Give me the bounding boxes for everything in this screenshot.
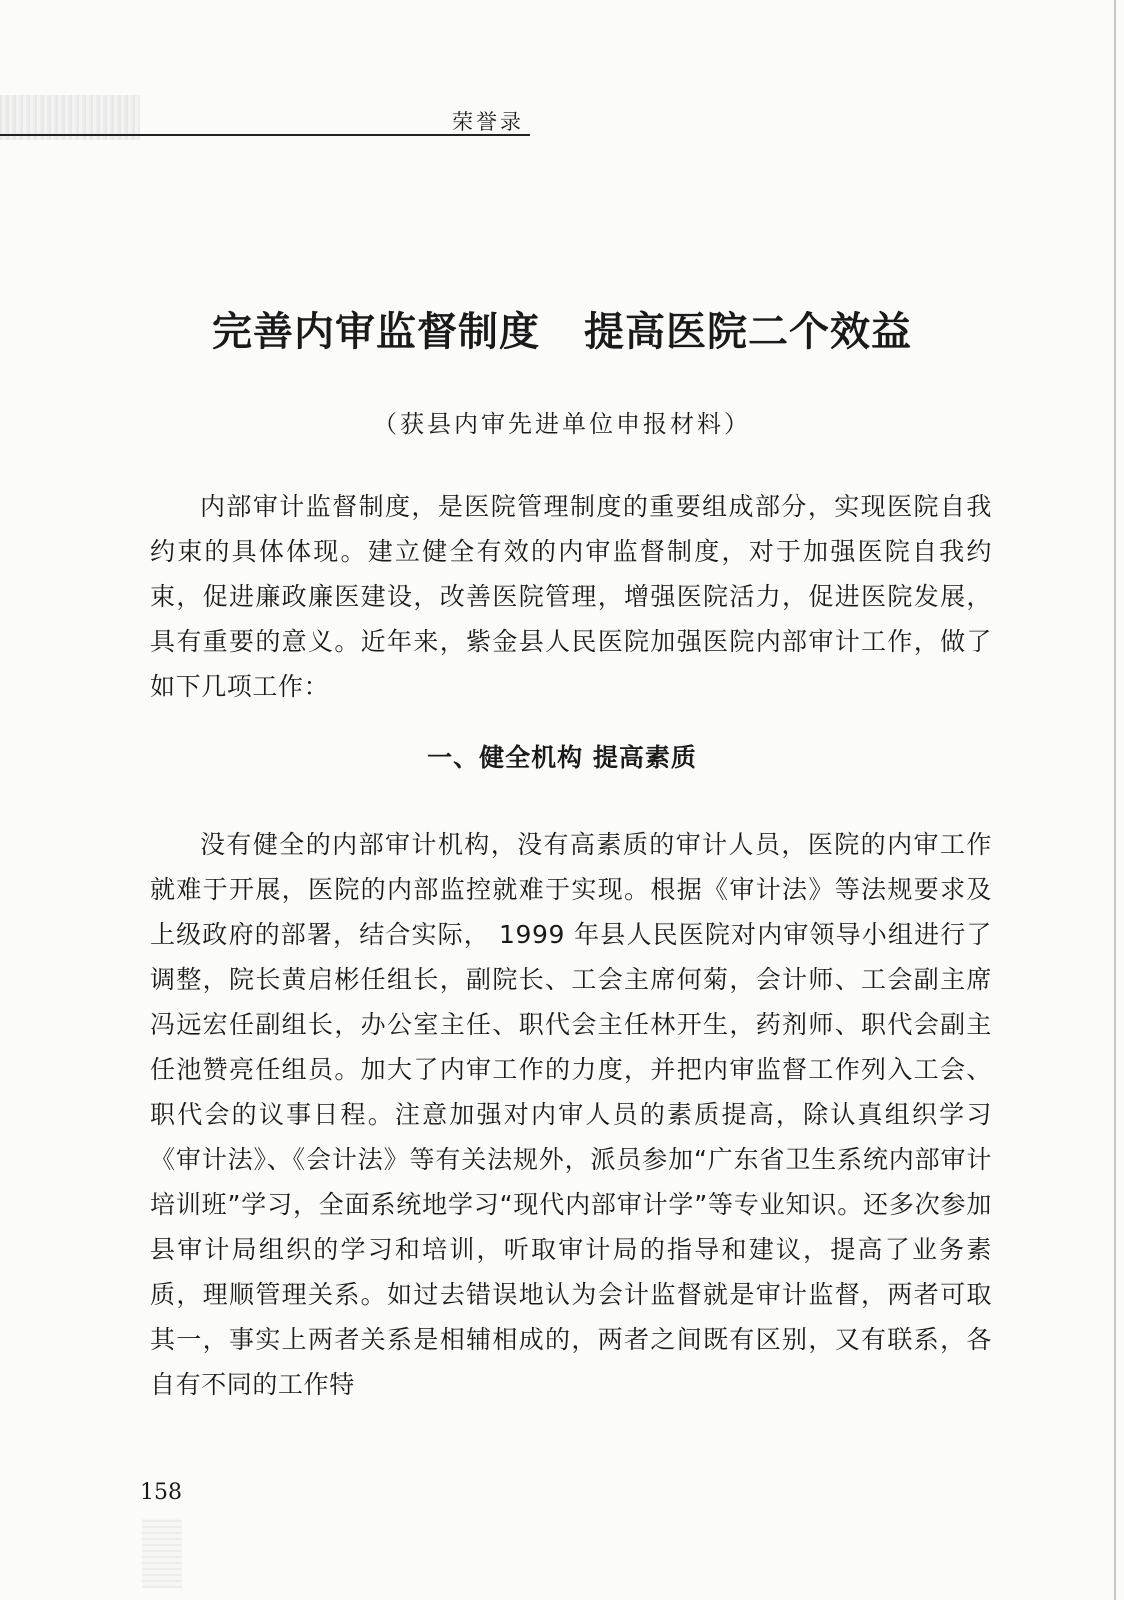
section-paragraph: 没有健全的内部审计机构，没有高素质的审计人员，医院的内审工作就难于开展，医院的内部监控就难于实现。根据《审计法》等法规要求及上级政府的部署，结合实际， 1999 年县人民医院对内审领导小组进行了调整，院长黄启彬任组长，副院长、工会主席何菊，会计师、工会副主席冯远宏任副组长，办公室主任、职代会主任林开生，药剂师、职代会副主任池赞亮任组员。加大了内审工作的力度，并把内审监督工作列入工会、职代会的议事日程。注意加强对内审人员的素质提高，除认真组织学习《审计法》、《会计法》等有关法规外，派员参加“广东省卫生系统内部审计培训班”学习，全面系统地学习“现代内部审计学”等专业知识。还多次参加县审计局组织的学习和培训，听取审计局的指导和建议，提高了业务素质，理顺管理关系。如过去错误地认为会计监督就是审计监督，两者可取其一，事实上两者关系是相辅相成的，两者之间既有区别，又有联系，各自有不同的工作特 (150, 830, 992, 1399)
intro-paragraph: 内部审计监督制度，是医院管理制度的重要组成部分，实现医院自我约束的具体体现。建立健全有效的内审监督制度，对于加强医院自我约束，促进廉政廉医建设，改善医院管理，增强医院活力，促进医院发展，具有重要的意义。近年来，紫金县人民医院加强医院内部审计工作，做了如下几项工作： (150, 492, 992, 701)
title-part-2: 提高医院二个效益 (584, 308, 912, 355)
intro-paragraph-block (150, 484, 992, 709)
article-subtitle: （获县内审先进单位申报材料） (373, 410, 751, 438)
header-rule (0, 134, 530, 136)
article-title (0, 300, 1124, 357)
page-edge-line (1114, 0, 1116, 1600)
scan-artifact-bottom (142, 1518, 182, 1588)
title-part-1: 完善内审监督制度 (212, 308, 540, 355)
running-head: 荣誉录 (452, 110, 524, 134)
section-heading: 一、健全机构 提高素质 (427, 743, 697, 772)
page-number: 158 (140, 1480, 182, 1505)
section-paragraph-block (150, 822, 992, 1407)
